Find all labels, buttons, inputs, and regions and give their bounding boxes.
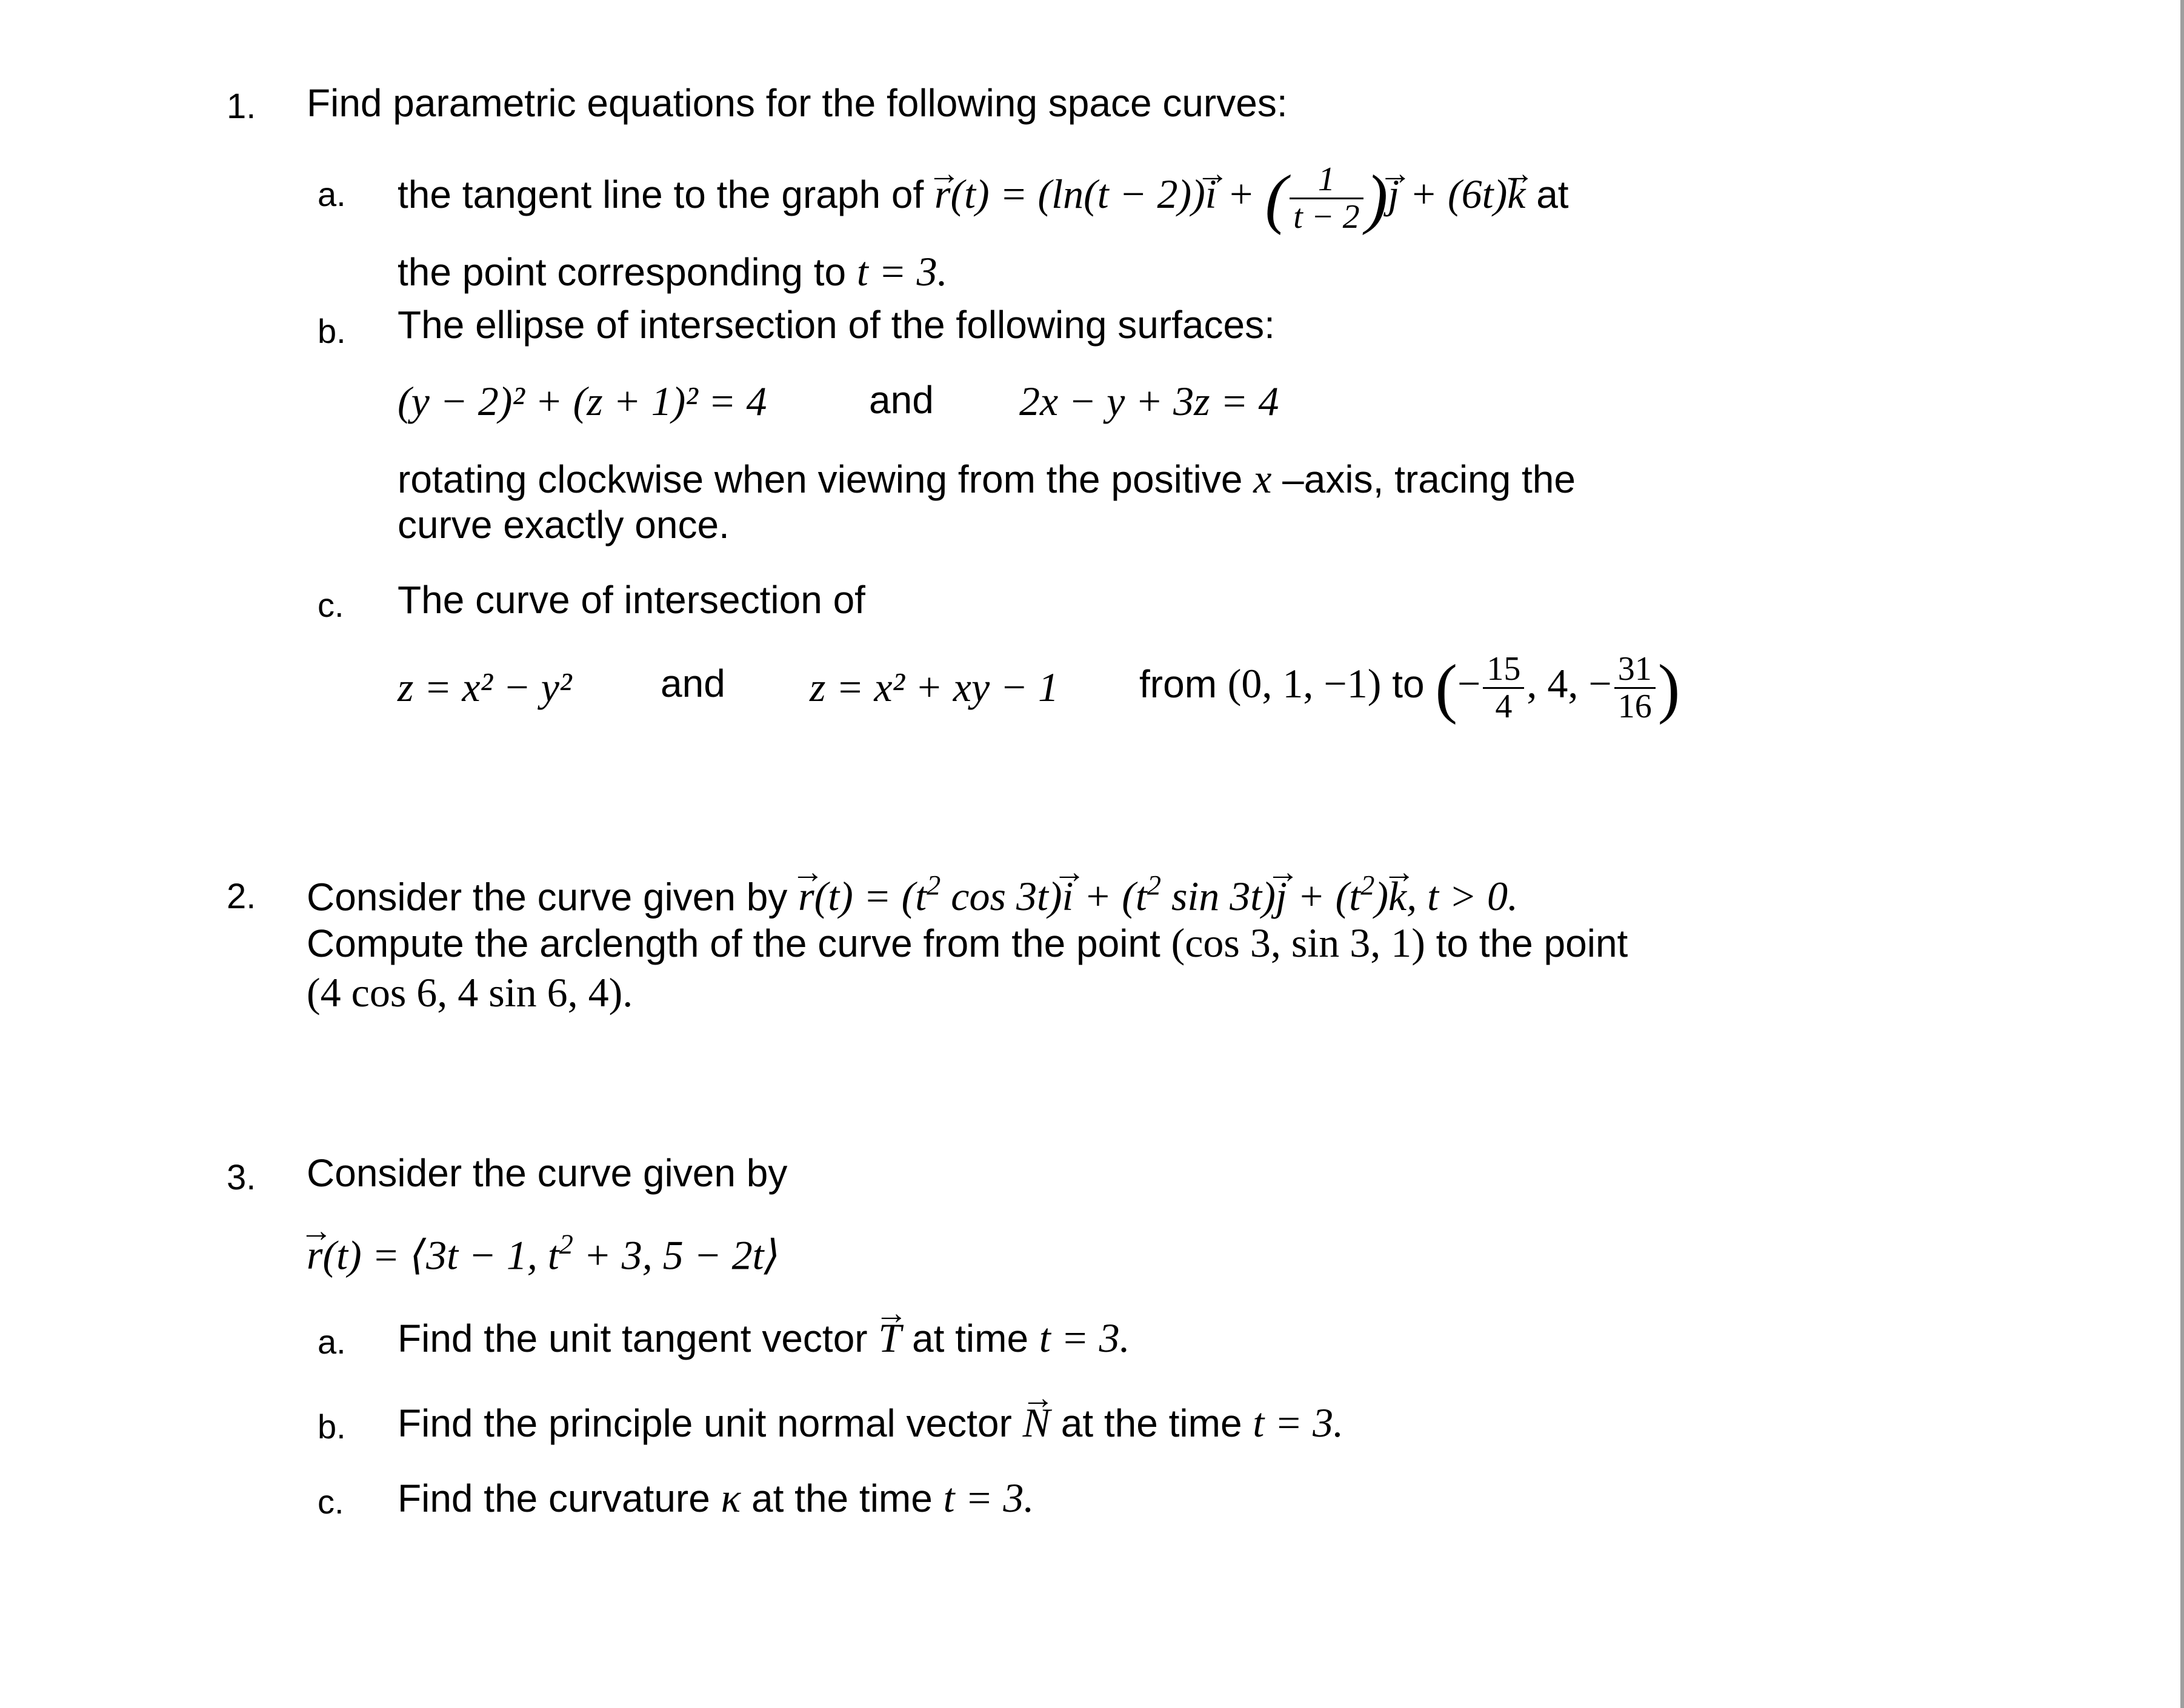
problem-1a-at: at [1525, 173, 1569, 216]
problem-1b-label: b. [318, 312, 346, 350]
problem-3c-mid: at the time [751, 1477, 933, 1520]
problem-1c-text: The curve of intersection of [398, 578, 865, 622]
problem-3b-condition: t = 3. [1253, 1400, 1344, 1446]
problem-3b-text [398, 1400, 1344, 1446]
problem-3b-mid: at the time [1060, 1401, 1242, 1445]
problem-1b-line3-post: –axis, tracing the [1271, 457, 1576, 501]
problem-3-number: 3. [227, 1158, 256, 1197]
problem-3b-text-main: Find the principle unit normal vector [398, 1401, 1012, 1445]
problem-3c-label: c. [318, 1483, 344, 1521]
problem-1c-endpoints [1139, 635, 1680, 733]
problem-3c-condition: t = 3. [943, 1475, 1034, 1521]
problem-1a-label: a. [318, 175, 346, 213]
problem-2-start-point: (cos 3, sin 3, 1) [1171, 920, 1425, 966]
problem-3a-condition: t = 3. [1039, 1315, 1130, 1361]
problem-1c-label: c. [318, 586, 344, 624]
problem-1c-to: to [1392, 662, 1425, 706]
problem-2-line2-post: to the point [1436, 922, 1628, 965]
problem-3b-vector-N: → N [1023, 1402, 1050, 1443]
page-right-border [2180, 0, 2184, 1708]
problem-1b-text: The ellipse of intersection of the following surfaces: [398, 303, 1275, 347]
problem-3c-text-main: Find the curvature [398, 1477, 710, 1520]
problem-3-line1: Consider the curve given by [307, 1151, 788, 1195]
problem-2-line1-text: Consider the curve given by [307, 875, 788, 919]
problem-1a-equation: → r(t) = (ln(t − 2))→ i + ( $\frac{1}{t - 2}$ )→ j + (6t)→ k [934, 171, 1525, 217]
problem-1c-eq1: z = x² − y² [398, 664, 572, 710]
problem-3a-vector-T: → T [878, 1317, 901, 1358]
problem-2-line1 [307, 871, 1518, 920]
problem-1b-line3 [398, 456, 1576, 502]
problem-1a-line2-text: the point corresponding to [398, 250, 847, 294]
problem-1c-from: from [1139, 662, 1217, 706]
problem-2-line2 [307, 920, 1628, 966]
problem-3a-label: a. [318, 1323, 346, 1361]
problem-3c-text [398, 1475, 1034, 1521]
problem-1b-line4: curve exactly once. [398, 503, 730, 547]
problem-3-curve: → r(t) = ⟨3t − 1, $t^2 + 3$, 5 − 2t⟩ [307, 1231, 780, 1275]
problem-2-number: 2. [227, 877, 256, 916]
problem-3a-text [398, 1315, 1130, 1361]
problem-3b-label: b. [318, 1407, 346, 1446]
problem-1b-and: and [869, 378, 934, 422]
problem-1a-text: the tangent line to the graph of [398, 173, 924, 216]
problem-3c-kappa: κ [721, 1475, 741, 1521]
problem-1a-line2 [398, 248, 948, 294]
problem-1-number: 1. [227, 87, 256, 126]
problem-1b-eq2: 2x − y + 3z = 4 [1019, 378, 1279, 424]
problem-2-curve-equation: → $r(t) = (t^2$ $\cos 3t)\to i + (t^2$ $\sin 3t)\to j + (t^2)\to k$, t > 0. [798, 873, 1518, 919]
problem-2-end-point: (4 cos 6, 4 sin 6, 4). [307, 969, 633, 1015]
problem-1-title: Find parametric equations for the following space curves: [307, 81, 1288, 125]
problem-1b-eq1: (y − 2)² + (z + 1)² = 4 [398, 378, 767, 424]
problem-1b-line3-var: x [1253, 456, 1272, 502]
problem-2-line2-text: Compute the arclength of the curve from the point [307, 922, 1160, 965]
problem-3a-text-main: Find the unit tangent vector [398, 1317, 868, 1360]
problem-1c-eq2: z = x² + xy − 1 [810, 664, 1059, 710]
problem-1c-and: and [661, 662, 725, 705]
problem-1c-point-start: (0, 1, −1) [1227, 660, 1382, 706]
problem-1a-line1 [398, 151, 1569, 237]
problem-1c-point-end: (− $\frac{15}{4}$ , 4, − $\frac{31}{16}$ ) [1435, 650, 1680, 725]
problem-1a-condition: t = 3. [856, 248, 948, 294]
problem-1b-line3-pre: rotating clockwise when viewing from the positive [398, 457, 1254, 501]
problem-3a-mid: at time [911, 1317, 1029, 1360]
